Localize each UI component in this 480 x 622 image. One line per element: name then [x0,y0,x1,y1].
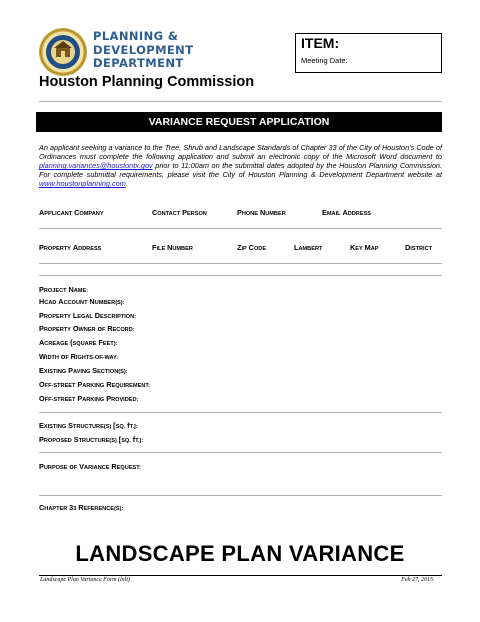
city-seal-icon [38,27,88,77]
website-link[interactable]: www.houstonplanning.com [39,179,126,189]
department-line-3: DEPARTMENT [93,56,184,70]
divider [39,495,442,496]
divider [39,452,442,453]
intro-paragraph [39,143,442,188]
commission-title: Houston Planning Commission [39,74,255,90]
zip-code-label: ZIP CODE [237,243,267,252]
proposed-structure-label: PROPOSED STRUCTURE(S) [SQ. fT.]: [39,435,144,444]
property-owner-label: PROPERTY OWNER oF RECORD: [39,324,135,333]
property-address-label: PROPERTY ADDRESS [39,243,102,252]
department-line-1: PLANNING & [93,29,179,43]
intro-text-1: An applicant seeking a variance to the Tree, Shrub and Landscape Standards of Chapter 33 of the City of Houston’s Code of Ordinances must complete the following application and submit an electronic copy of the Microsoft Word document to [39,143,442,162]
project-name-label: PROJECT NAME: [39,285,89,294]
existing-structure-label: EXISTING STRUCTURE(S) [SQ. fT.]: [39,421,138,430]
divider [39,412,442,413]
banner-title: VARIANCE REQUEST APPLICATION [36,112,442,132]
acreage-label: ACREAGE (SQUARE FEET): [39,338,118,347]
form-title: LANDSCAPE PLAN VARIANCE [75,541,405,566]
divider [39,275,442,276]
intro-text-2: prior to 11:00am on the submittal dates adopted by the Houston Planning Commission. For complete submittal requirements, please visit the City of Houston Planning & Development Department website at [39,161,442,180]
key-map-label: KEY MAP [350,243,379,252]
footer-form-name: Landscape Plan Variance Form (lnlt) [40,577,130,583]
email-link[interactable]: planning.variances@houstontx.gov [39,161,153,171]
footer-divider [39,575,442,576]
lambert-label: LAMBERT [294,243,323,252]
item-box[interactable] [295,33,442,73]
purpose-label: PURPOSE oF VARIANCE REQUEST: [39,462,141,471]
divider [39,228,442,229]
department-line-2: DEVELOPMENT [93,42,194,57]
hcad-account-label: HCAD ACCOUNT NUMBER(S): [39,297,125,306]
footer-date: Feb 27, 2015 [401,577,433,583]
item-label: ITEM: [301,35,340,51]
parking-requirement-label: OFF-STREET PARKING REQUIREMENT: [39,380,151,389]
parking-provided-label: OFF-STREET PARKING PROVIDED: [39,394,139,403]
phone-number-label: PHONE NUMBER [237,208,286,217]
intro-text-3: . [125,179,128,189]
divider [39,263,442,264]
district-label: DISTRICT [405,243,433,252]
chapter33-reference-label: CHAPTER 33 REFERENCE(S): [39,503,124,512]
file-number-label: FILE NUMBER [152,243,193,252]
divider [39,101,442,102]
contact-person-label: CONTACT PERSON [152,208,207,217]
existing-paving-label: EXISTING PAVING SECTION(S): [39,366,128,375]
applicant-company-label: APPLICANT COMPANY [39,208,104,217]
legal-description-label: PROPERTY LEGAL DESCRIPTION: [39,311,137,320]
meeting-date-label: Meeting Date: [301,56,348,65]
department-name [93,30,193,71]
width-of-right-of-way-label: WIDTH oF RIGHTS-OF-WAY: [39,352,119,361]
email-address-label: EMAIL ADDRESS [322,208,372,217]
